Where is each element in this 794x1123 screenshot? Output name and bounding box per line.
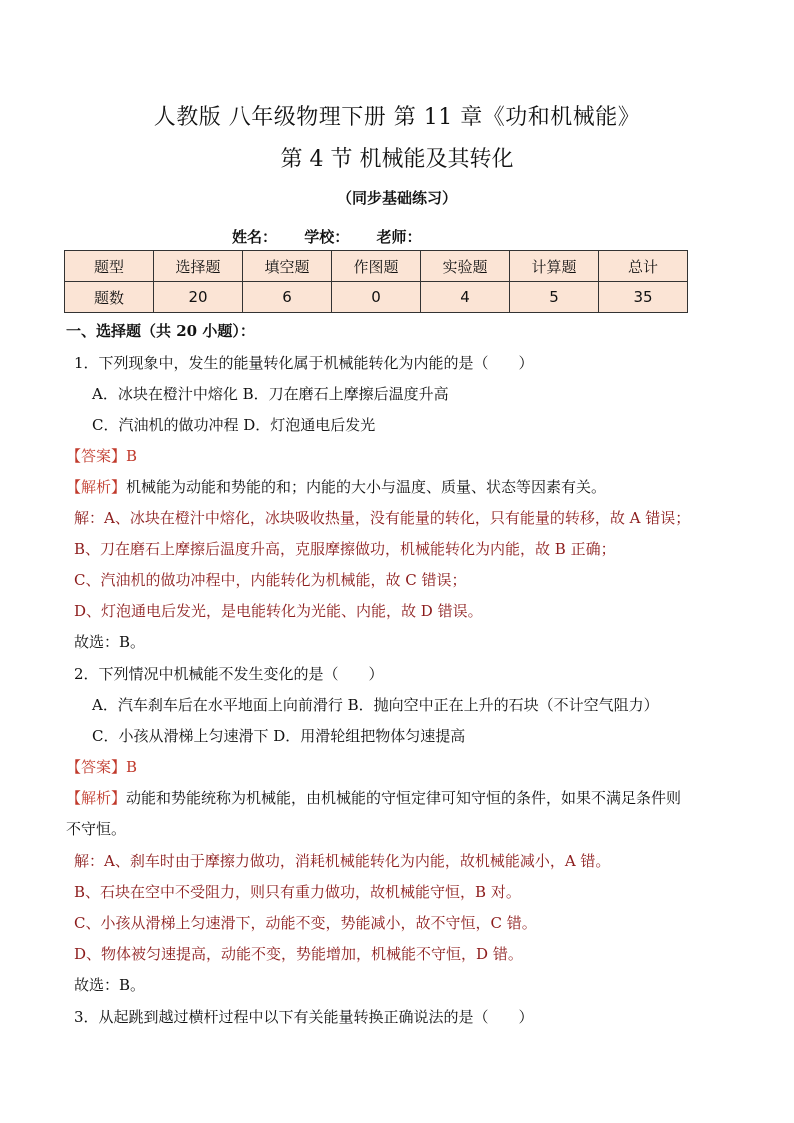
question-2-answer: 【答案】B — [66, 758, 138, 776]
table-cell: 题型 — [65, 251, 154, 282]
analysis-text: 机械能为动能和势能的和；内能的大小与温度、质量、状态等因素有关。 — [126, 478, 607, 496]
table-cell: 6 — [243, 282, 332, 313]
question-2-solution-a: 解：A、刹车时由于摩擦力做功，消耗机械能转化为内能，故机械能减小，A 错。 — [74, 852, 611, 870]
practice-subtitle: （同步基础练习） — [336, 189, 457, 207]
question-1-options-cd: C．汽油机的做功冲程 D．灯泡通电后发光 — [92, 416, 376, 434]
table-cell: 选择题 — [154, 251, 243, 282]
table-cell: 5 — [510, 282, 599, 313]
question-1-choice: 故选：B。 — [74, 633, 146, 651]
name-label: 姓名： — [232, 228, 278, 246]
table-cell: 20 — [154, 282, 243, 313]
question-2-options-cd: C．小孩从滑梯上匀速滑下 D．用滑轮组把物体匀速提高 — [92, 727, 466, 745]
table-cell: 题数 — [65, 282, 154, 313]
student-info-line — [232, 226, 444, 247]
score-table — [64, 250, 688, 313]
question-1-solution-b: B、刀在磨石上摩擦后温度升高，克服摩擦做功，机械能转化为内能，故 B 正确； — [74, 540, 616, 558]
table-cell: 作图题 — [332, 251, 421, 282]
question-1-options-ab: A．冰块在橙汁中熔化 B．刀在磨石上摩擦后温度升高 — [92, 385, 449, 403]
table-header-row — [65, 251, 688, 282]
question-2-solution-b: B、石块在空中不受阻力，则只有重力做功，故机械能守恒，B 对。 — [74, 883, 521, 901]
section-title: 一、选择题（共 20 小题）： — [66, 322, 255, 340]
question-3-stem: 3．从起跳到越过横杆过程中以下有关能量转换正确说法的是（ ） — [74, 1008, 534, 1026]
question-1-analysis — [66, 476, 606, 497]
teacher-label: 老师： — [376, 228, 422, 246]
analysis-tag: 【解析】 — [66, 478, 127, 496]
analysis-text: 动能和势能统称为机械能，由机械能的守恒定律可知守恒的条件，如果不满足条件则 — [126, 789, 682, 807]
table-cell: 4 — [421, 282, 510, 313]
table-cell: 填空题 — [243, 251, 332, 282]
question-2-analysis-cont: 不守恒。 — [66, 820, 127, 838]
analysis-tag: 【解析】 — [66, 789, 127, 807]
question-1-answer: 【答案】B — [66, 447, 138, 465]
page-title: 人教版 八年级物理下册 第 11 章《功和机械能》 — [153, 105, 641, 130]
table-cell: 总计 — [599, 251, 688, 282]
table-cell: 实验题 — [421, 251, 510, 282]
question-2-choice: 故选：B。 — [74, 976, 146, 994]
section-heading: 第 4 节 机械能及其转化 — [280, 147, 514, 172]
question-2-analysis — [66, 787, 681, 808]
question-2-options-ab: A．汽车刹车后在水平地面上向前滑行 B．抛向空中正在上升的石块（不计空气阻力） — [92, 696, 659, 714]
question-2-solution-d: D、物体被匀速提高，动能不变，势能增加，机械能不守恒，D 错。 — [74, 945, 523, 963]
table-cell: 计算题 — [510, 251, 599, 282]
table-cell: 35 — [599, 282, 688, 313]
question-2-stem: 2．下列情况中机械能不发生变化的是（ ） — [74, 665, 384, 683]
table-cell: 0 — [332, 282, 421, 313]
school-label: 学校： — [304, 228, 350, 246]
question-1-stem: 1．下列现象中，发生的能量转化属于机械能转化为内能的是（ ） — [74, 354, 534, 372]
question-2-solution-c: C、小孩从滑梯上匀速滑下，动能不变，势能减小，故不守恒，C 错。 — [74, 914, 537, 932]
table-row — [65, 282, 688, 313]
question-1-solution-a: 解：A、冰块在橙汁中熔化，冰块吸收热量，没有能量的转化，只有能量的转移，故 A 错误； — [74, 509, 691, 527]
question-1-solution-d: D、灯泡通电后发光，是电能转化为光能、内能，故 D 错误。 — [74, 602, 483, 620]
question-1-solution-c: C、汽油机的做功冲程中，内能转化为机械能，故 C 错误； — [74, 571, 467, 589]
